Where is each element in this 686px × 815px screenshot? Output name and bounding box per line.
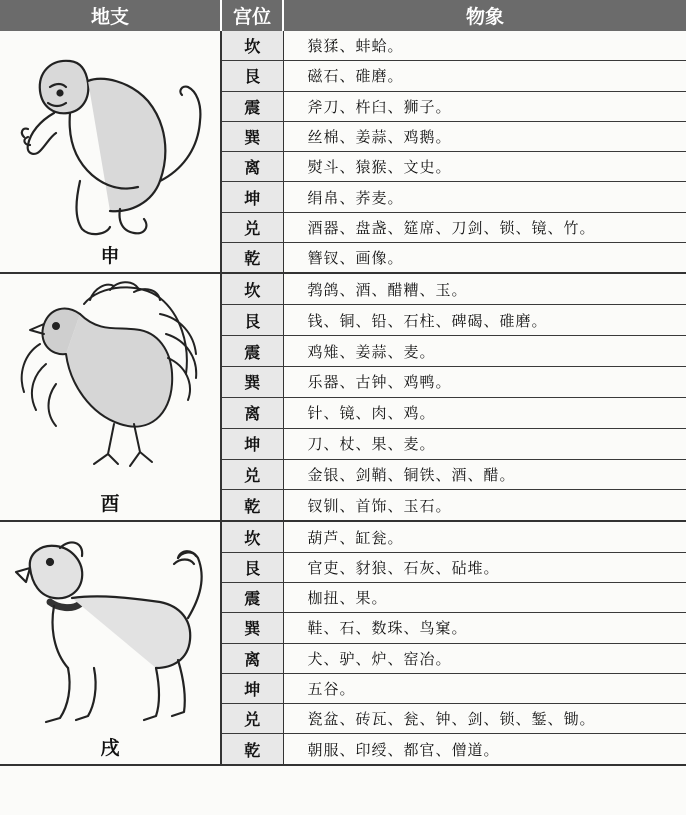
wuxiang-cell: 刀、杖、果、麦。	[283, 428, 686, 459]
wuxiang-cell: 绢帛、荞麦。	[283, 182, 686, 212]
gong-cell: 坤	[221, 673, 283, 703]
wuxiang-cell: 钱、铜、铅、石柱、碑碣、碓磨。	[283, 305, 686, 336]
table-row	[0, 521, 686, 552]
branch-label: 戌	[100, 736, 120, 759]
gong-cell: 坤	[221, 182, 283, 212]
gong-cell: 艮	[221, 552, 283, 582]
wuxiang-cell: 熨斗、猿猴、文史。	[283, 152, 686, 182]
wuxiang-cell: 枷扭、果。	[283, 582, 686, 612]
wuxiang-cell: 五谷。	[283, 673, 686, 703]
gong-cell: 离	[221, 397, 283, 428]
gong-cell: 震	[221, 91, 283, 121]
dog-icon	[10, 528, 210, 733]
gong-cell: 坎	[221, 31, 283, 61]
wuxiang-cell: 朝服、印绶、都官、僧道。	[283, 734, 686, 765]
header-dizhi: 地支	[0, 0, 221, 31]
branch-label: 酉	[100, 493, 120, 516]
gong-cell: 巽	[221, 121, 283, 151]
branch-cell	[0, 521, 221, 764]
wuxiang-cell: 瓷盆、砖瓦、瓮、钟、剑、锁、錾、锄。	[283, 704, 686, 734]
wuxiang-cell: 金银、剑鞘、铜铁、酒、醋。	[283, 459, 686, 490]
wuxiang-cell: 鸡雉、姜蒜、麦。	[283, 336, 686, 367]
wuxiang-cell: 葫芦、缸瓮。	[283, 521, 686, 552]
header-row	[0, 0, 686, 31]
table-row	[0, 273, 686, 304]
monkey-icon	[10, 41, 210, 241]
gong-cell: 乾	[221, 734, 283, 765]
gong-cell: 坎	[221, 273, 283, 304]
wuxiang-cell: 官吏、豺狼、石灰、砧堆。	[283, 552, 686, 582]
wuxiang-cell: 磁石、碓磨。	[283, 61, 686, 91]
branch-cell	[0, 31, 221, 273]
gong-cell: 离	[221, 643, 283, 673]
gong-cell: 兑	[221, 704, 283, 734]
wuxiang-cell: 针、镜、肉、鸡。	[283, 397, 686, 428]
header-wuxiang: 物象	[283, 0, 686, 31]
gong-cell: 乾	[221, 243, 283, 274]
gong-cell: 巽	[221, 613, 283, 643]
rooster-icon	[10, 274, 210, 489]
wuxiang-cell: 丝棉、姜蒜、鸡鹅。	[283, 121, 686, 151]
wuxiang-cell: 酒器、盘盏、筵席、刀剑、锁、镜、竹。	[283, 212, 686, 242]
wuxiang-cell: 鞋、石、数珠、鸟窠。	[283, 613, 686, 643]
gong-cell: 震	[221, 582, 283, 612]
branch-cell	[0, 273, 221, 521]
gong-cell: 兑	[221, 459, 283, 490]
branch-label: 申	[100, 245, 120, 268]
header-gongwei: 宫位	[221, 0, 283, 31]
wuxiang-cell: 鹁鸽、酒、醋糟、玉。	[283, 273, 686, 304]
wuxiang-cell: 斧刀、杵臼、狮子。	[283, 91, 686, 121]
table-row	[0, 31, 686, 61]
wuxiang-cell: 犬、驴、炉、窑冶。	[283, 643, 686, 673]
gong-cell: 艮	[221, 61, 283, 91]
gong-cell: 坤	[221, 428, 283, 459]
gong-cell: 乾	[221, 490, 283, 521]
gong-cell: 艮	[221, 305, 283, 336]
gong-cell: 离	[221, 152, 283, 182]
wuxiang-cell: 簪钗、画像。	[283, 243, 686, 274]
wuxiang-cell: 乐器、古钟、鸡鸭。	[283, 366, 686, 397]
gong-cell: 震	[221, 336, 283, 367]
wuxiang-cell: 猿猱、蚌蛤。	[283, 31, 686, 61]
gong-cell: 兑	[221, 212, 283, 242]
gong-cell: 坎	[221, 521, 283, 552]
wuxiang-cell: 钗钏、首饰、玉石。	[283, 490, 686, 521]
gong-cell: 巽	[221, 366, 283, 397]
